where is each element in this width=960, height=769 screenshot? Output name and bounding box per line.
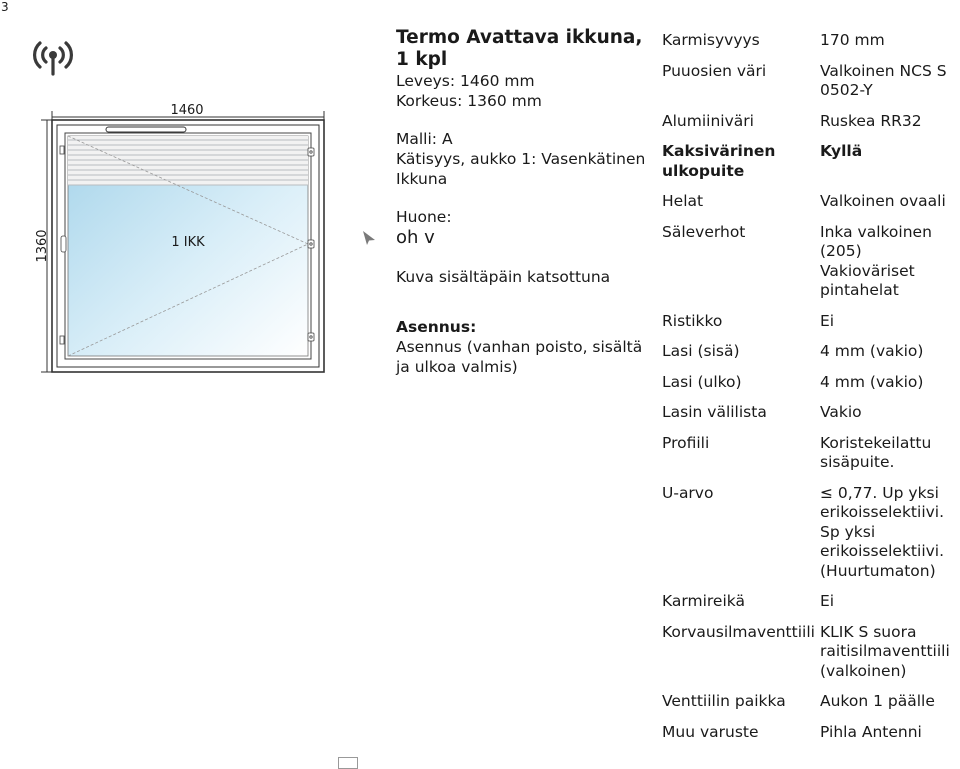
sash-label: 1 IKK: [171, 235, 205, 250]
spec-table: [662, 31, 960, 742]
spec-key: Venttiilin paikka: [662, 692, 786, 710]
spec-key: Lasin välilista: [662, 403, 767, 421]
spec-row: [662, 312, 960, 332]
spec-value: Valkoinen ovaali: [820, 192, 946, 210]
spec-value: Inka valkoinen (205) Vakioväriset pintahelat: [820, 222, 932, 299]
spec-key: Kaksivärinen ulkopuite: [662, 142, 776, 180]
checkbox[interactable]: [338, 757, 358, 769]
spec-key: Profiili: [662, 433, 710, 452]
spec-key: Korvausilmaventtiili: [662, 622, 815, 641]
spec-key: Alumiiniväri: [662, 111, 754, 130]
product-title: Termo Avattava ikkuna, 1 kpl: [396, 27, 643, 70]
spec-value: Aukon 1 päälle: [820, 692, 935, 710]
spec-key: Karmisyvyys: [662, 31, 760, 49]
spec-row: [662, 434, 960, 473]
spec-key: Lasi (ulko): [662, 372, 742, 391]
spec-value: Pihla Antenni: [820, 722, 922, 741]
spec-key: Ristikko: [662, 311, 723, 330]
spec-row: [662, 192, 960, 212]
spec-row: [662, 223, 960, 301]
product-info: [396, 27, 648, 377]
height-label: 1360: [35, 229, 50, 263]
page-number: 3: [1, 0, 9, 14]
spec-row: [662, 142, 960, 181]
spec-value: Ei: [820, 592, 835, 610]
spec-value: ≤ 0,77. Up yksi erikoisselektiivi. Sp yksi erikoisselektiivi. (Huurtumaton): [820, 483, 945, 580]
room-value: oh v: [396, 227, 435, 248]
spec-row: [662, 623, 960, 682]
spec-value: KLIK S suora raitisilmaventtiili (valkoinen): [820, 622, 950, 680]
width-line: Leveys: 1460 mm: [396, 72, 535, 90]
room-label: Huone:: [396, 208, 452, 226]
spec-key: Puuosien väri: [662, 61, 767, 80]
spec-row: [662, 31, 960, 51]
spec-value: 4 mm (vakio): [820, 372, 924, 391]
spec-row: [662, 484, 960, 582]
window-drawing: [28, 96, 328, 381]
spec-value: Vakio: [820, 403, 862, 421]
spec-value: Valkoinen NCS S 0502-Y: [820, 61, 947, 99]
view-note: Kuva sisältäpäin katsottuna: [396, 268, 611, 286]
spec-row: [662, 692, 960, 712]
spec-row: [662, 342, 960, 362]
install-value: Asennus (vanhan poisto, sisältä ja ulkoa valmis): [396, 338, 643, 376]
install-label: Asennus:: [396, 318, 477, 336]
model-line: Malli: A: [396, 130, 453, 148]
spec-value: Kyllä: [820, 142, 863, 160]
spec-value: 4 mm (vakio): [820, 342, 924, 360]
height-line: Korkeus: 1360 mm: [396, 92, 542, 110]
spec-value: Ruskea RR32: [820, 111, 922, 130]
spec-row: [662, 403, 960, 423]
spec-key: Karmireikä: [662, 592, 745, 610]
spec-row: [662, 723, 960, 743]
spec-value: Ei: [820, 311, 835, 330]
spec-row: [662, 592, 960, 612]
spec-key: Helat: [662, 192, 704, 210]
pointer-arrow-icon: [362, 230, 376, 246]
spec-row: [662, 62, 960, 101]
antenna-icon: [32, 37, 74, 77]
venetian-blinds: [68, 136, 308, 185]
spec-key: Lasi (sisä): [662, 342, 740, 360]
spec-key: U-arvo: [662, 483, 714, 502]
spec-value: Koristekeilattu sisäpuite.: [820, 433, 932, 471]
spec-row: [662, 373, 960, 393]
spec-key: Säleverhot: [662, 222, 746, 241]
spec-value: 170 mm: [820, 31, 885, 49]
width-label: 1460: [170, 103, 204, 118]
spec-key: Muu varuste: [662, 722, 759, 741]
handedness-line: Kätisyys, aukko 1: Vasenkätinen Ikkuna: [396, 150, 646, 188]
spec-row: [662, 112, 960, 132]
ventilation-valve: [106, 127, 186, 132]
